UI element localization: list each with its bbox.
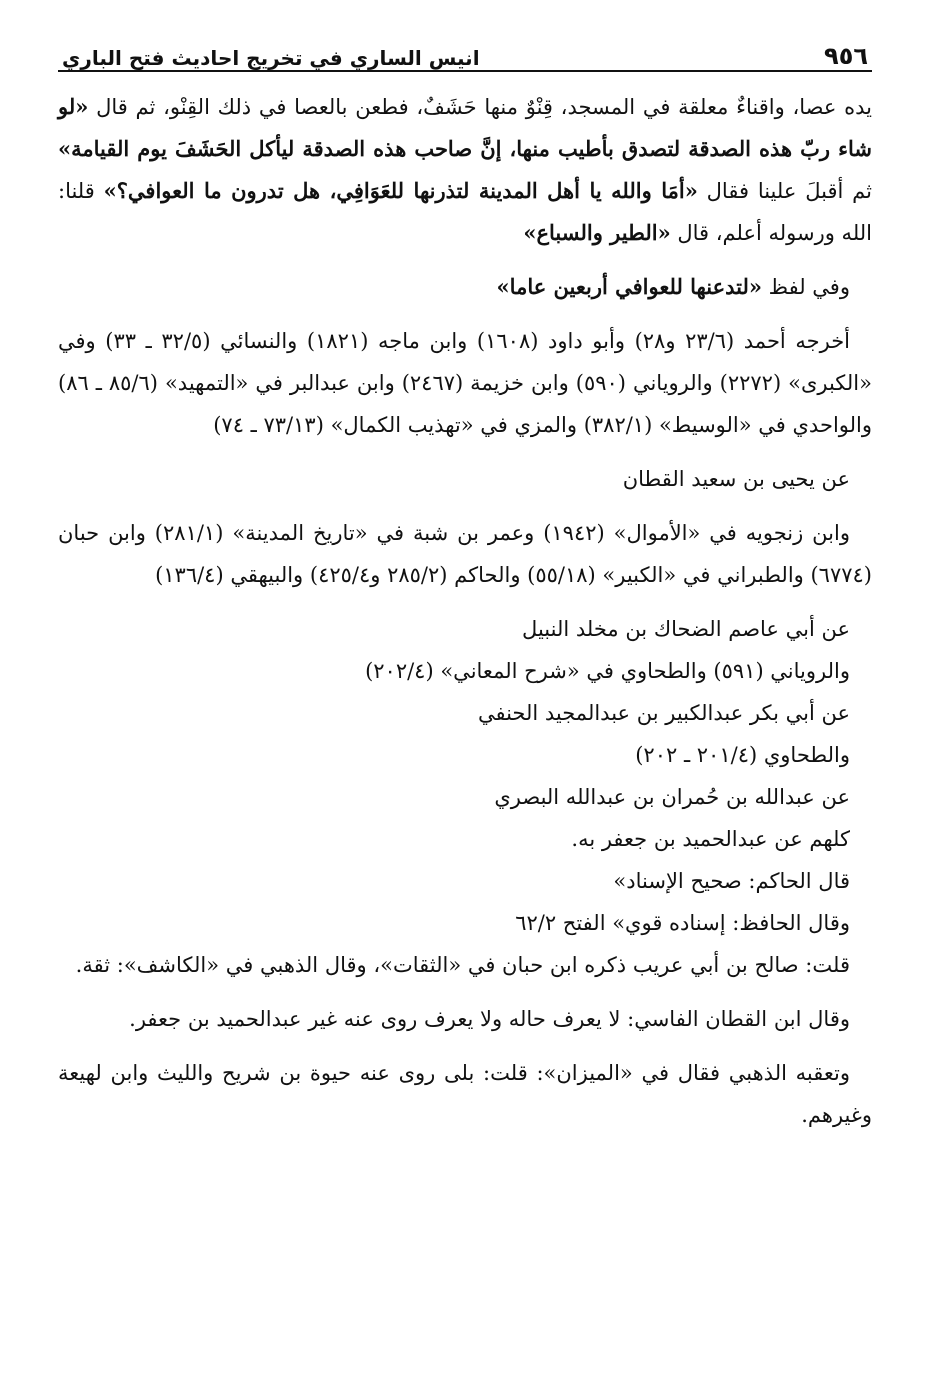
page-header: [58, 34, 872, 72]
commentary-paragraph: قلت: صالح بن أبي عريب ذكره ابن حبان في «الثقات»، وقال الذهبي في «الكاشف»: ثقة.: [75, 953, 850, 977]
hadith-text-paragraph: [58, 86, 872, 254]
narrator-line: عن أبي بكر عبدالكبير بن عبدالمجيد الحنفي: [477, 701, 850, 725]
narration-text: وفي لفظ: [762, 275, 850, 299]
takhrij-line: والروياني (٥٩١) والطحاوي في «شرح المعاني» (٢٠٢/٤): [365, 659, 850, 683]
narration-text: قلنا: الله ورسوله أعلم، قال: [58, 179, 872, 245]
page-body: [58, 86, 872, 1136]
narrator-line: عن عبدالله بن حُمران بن عبدالله البصري: [494, 785, 850, 809]
narrator-line: عن أبي عاصم الضحاك بن مخلد النبيل: [522, 617, 850, 641]
hadith-quote: «لو شاء ربّ هذه الصدقة لتصدق بأطيب منها، إنَّ صاحب هذه الصدقة ليأكل الحَشَفَ يوم القيامة»: [58, 94, 872, 161]
book-page: [58, 34, 872, 1136]
takhrij-line: والطحاوي (٢٠١/٤ ـ ٢٠٢): [635, 743, 850, 767]
commentary-paragraph: وقال ابن القطان الفاسي: لا يعرف حاله ولا يعرف روى عنه غير عبدالحميد بن جعفر.: [129, 1007, 850, 1031]
hadith-quote: «لتدعنها للعوافي أربعين عاما»: [496, 274, 762, 299]
takhrij-paragraph: أخرجه أحمد (٢٣/٦ و٢٨) وأبو داود (١٦٠٨) وابن ماجه (١٨٢١) والنسائي (٣٢/٥ ـ ٣٣) وفي «الكبرى» (٢٢٧٢) والروياني (٥٩٠) وابن خزيمة (٢٤٦٧) وابن عبدالبر في «التمهيد» (٨٥/٦ ـ ٨٦) والواحدي في «الوسيط» (٣٨٢/١) والمزي في «تهذيب الكمال» (٧٣/١٣ ـ ٧٤): [58, 329, 872, 437]
running-title: انيس الساري في تخريج احاديث فتح الباري: [62, 46, 480, 70]
takhrij-paragraph: وابن زنجويه في «الأموال» (١٩٤٢) وعمر بن شبة في «تاريخ المدينة» (٢٨١/١) وابن حبان (٦٧٧٤) والطبراني في «الكبير» (٥٥/١٨) والحاكم (٢٨٥/٢ و٤٢٥/٤) والبيهقي (١٣٦/٤): [58, 521, 872, 587]
summary-line: كلهم عن عبدالحميد بن جعفر به.: [571, 827, 850, 851]
narration-text: ثم أقبلَ علينا فقال: [697, 179, 872, 203]
hadith-quote: «الطير والسباع»: [523, 220, 671, 245]
hadith-quote: «أمَا والله يا أهل المدينة لتذرنها للعَوَافِي، هل تدرون ما العوافي؟»: [103, 178, 698, 203]
page-number: ٩٥٦: [824, 42, 868, 70]
narrator-line: عن يحيى بن سعيد القطان: [622, 467, 850, 491]
commentary-paragraph: وتعقبه الذهبي فقال في «الميزان»: قلت: بلى روى عنه حيوة بن شريح والليث وابن لهيعة وغيرهم.: [58, 1061, 872, 1127]
grading-line: وقال الحافظ: إسناده قوي» الفتح ٦٢/٢: [515, 911, 850, 935]
alternate-wording-paragraph: [58, 266, 872, 308]
narration-text: يده عصا، واقناءٌ معلقة في المسجد، قِنْوٌ منها حَشَفٌ، فطعن بالعصا في ذلك القِنْو، ثم قال: [88, 95, 872, 119]
grading-line: قال الحاكم: صحيح الإسناد»: [613, 869, 850, 893]
